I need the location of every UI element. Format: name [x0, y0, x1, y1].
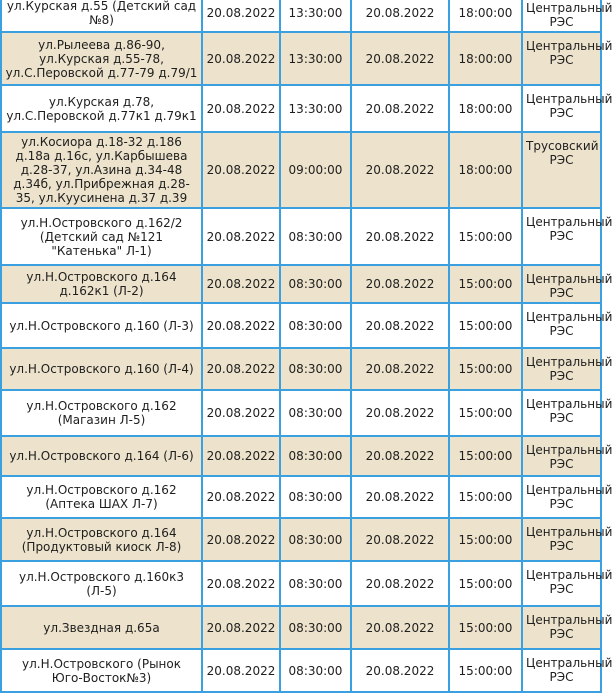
end-time-cell: 15:00:00 — [449, 476, 522, 518]
start-time-cell: 08:30:00 — [280, 208, 351, 265]
table-row — [1, 390, 601, 436]
table-row — [1, 348, 601, 390]
end-date-cell: 20.08.2022 — [351, 0, 449, 32]
address-cell: ул.Н.Островского д.162 (Магазин Л-5) — [1, 390, 202, 436]
start-time-cell: 09:00:00 — [280, 132, 351, 208]
end-time-cell: 18:00:00 — [449, 0, 522, 32]
start-date-cell: 20.08.2022 — [202, 436, 280, 476]
end-time-cell: 15:00:00 — [449, 348, 522, 390]
end-date-cell: 20.08.2022 — [351, 436, 449, 476]
res-cell: Центральный РЭС — [522, 390, 601, 436]
start-date-cell: 20.08.2022 — [202, 390, 280, 436]
start-date-cell: 20.08.2022 — [202, 348, 280, 390]
table-row — [1, 32, 601, 85]
start-time-cell: 08:30:00 — [280, 606, 351, 649]
res-cell: Центральный РЭС — [522, 85, 601, 132]
end-date-cell: 20.08.2022 — [351, 518, 449, 561]
end-date-cell: 20.08.2022 — [351, 208, 449, 265]
address-cell: ул.Н.Островского д.164 (Л-6) — [1, 436, 202, 476]
table-row — [1, 649, 601, 692]
end-date-cell: 20.08.2022 — [351, 561, 449, 606]
res-cell: Центральный РЭС — [522, 208, 601, 265]
address-cell: ул.Рылеева д.86-90, ул.Курская д.55-78, ул.С.Перовской д.77-79 д.79/1 — [1, 32, 202, 85]
outage-table-body — [1, 0, 612, 692]
address-cell: ул.Н.Островского д.164 (Продуктовый киоск Л-8) — [1, 518, 202, 561]
end-time-cell: 18:00:00 — [449, 85, 522, 132]
res-cell: Центральный РЭС — [522, 606, 601, 649]
address-cell: ул.Н.Островского д.162/2 (Детский сад №121 "Катенька" Л-1) — [1, 208, 202, 265]
address-cell: ул.Н.Островского д.160к3 (Л-5) — [1, 561, 202, 606]
end-date-cell: 20.08.2022 — [351, 649, 449, 692]
end-date-cell: 20.08.2022 — [351, 85, 449, 132]
end-time-cell: 15:00:00 — [449, 606, 522, 649]
end-time-cell: 18:00:00 — [449, 132, 522, 208]
end-time-cell: 15:00:00 — [449, 390, 522, 436]
end-time-cell: 15:00:00 — [449, 518, 522, 561]
start-date-cell: 20.08.2022 — [202, 0, 280, 32]
res-cell: Центральный РЭС — [522, 561, 601, 606]
res-cell: Центральный РЭС — [522, 265, 601, 303]
table-row — [1, 561, 601, 606]
start-time-cell: 08:30:00 — [280, 518, 351, 561]
end-date-cell: 20.08.2022 — [351, 606, 449, 649]
table-row — [1, 303, 601, 348]
start-time-cell: 13:30:00 — [280, 32, 351, 85]
table-row — [1, 436, 601, 476]
start-time-cell: 08:30:00 — [280, 265, 351, 303]
start-time-cell: 13:30:00 — [280, 0, 351, 32]
start-date-cell: 20.08.2022 — [202, 132, 280, 208]
start-time-cell: 08:30:00 — [280, 390, 351, 436]
table-row — [1, 476, 601, 518]
start-date-cell: 20.08.2022 — [202, 649, 280, 692]
end-date-cell: 20.08.2022 — [351, 32, 449, 85]
res-cell: Центральный РЭС — [522, 649, 601, 692]
start-time-cell: 08:30:00 — [280, 436, 351, 476]
res-cell: Трусовский РЭС — [522, 132, 601, 208]
res-cell: Центральный РЭС — [522, 518, 601, 561]
end-date-cell: 20.08.2022 — [351, 476, 449, 518]
start-date-cell: 20.08.2022 — [202, 85, 280, 132]
end-time-cell: 15:00:00 — [449, 561, 522, 606]
start-date-cell: 20.08.2022 — [202, 208, 280, 265]
res-cell: Центральный РЭС — [522, 32, 601, 85]
address-cell: ул.Н.Островского д.160 (Л-4) — [1, 348, 202, 390]
end-time-cell: 15:00:00 — [449, 436, 522, 476]
table-row — [1, 208, 601, 265]
res-cell: Центральный РЭС — [522, 476, 601, 518]
address-cell: ул.Косиора д.18-32 д.186 д.18а д.16с, ул.Карбышева д.28-37, ул.Азина д.34-48 д.34б, ул.Прибрежная д.28-35, ул.Куусинена д.37 д.39 — [1, 132, 202, 208]
end-date-cell: 20.08.2022 — [351, 303, 449, 348]
start-time-cell: 13:30:00 — [280, 85, 351, 132]
end-time-cell: 15:00:00 — [449, 265, 522, 303]
end-date-cell: 20.08.2022 — [351, 132, 449, 208]
end-time-cell: 15:00:00 — [449, 649, 522, 692]
start-date-cell: 20.08.2022 — [202, 606, 280, 649]
start-time-cell: 08:30:00 — [280, 649, 351, 692]
address-cell: ул.Н.Островского д.164 д.162к1 (Л-2) — [1, 265, 202, 303]
table-row — [1, 518, 601, 561]
start-date-cell: 20.08.2022 — [202, 303, 280, 348]
end-time-cell: 18:00:00 — [449, 32, 522, 85]
address-cell: ул.Н.Островского д.160 (Л-3) — [1, 303, 202, 348]
end-date-cell: 20.08.2022 — [351, 348, 449, 390]
table-row — [1, 606, 601, 649]
start-date-cell: 20.08.2022 — [202, 518, 280, 561]
start-time-cell: 08:30:00 — [280, 561, 351, 606]
start-date-cell: 20.08.2022 — [202, 561, 280, 606]
res-cell: Центральный РЭС — [522, 436, 601, 476]
address-cell: ул.Н.Островского (Рынок Юго-Восток№3) — [1, 649, 202, 692]
address-cell: ул.Н.Островского д.162 (Аптека ШАХ Л-7) — [1, 476, 202, 518]
end-date-cell: 20.08.2022 — [351, 265, 449, 303]
end-time-cell: 15:00:00 — [449, 303, 522, 348]
table-row — [1, 0, 601, 32]
start-time-cell: 08:30:00 — [280, 476, 351, 518]
start-date-cell: 20.08.2022 — [202, 32, 280, 85]
res-cell: Центральный РЭС — [522, 0, 601, 32]
address-cell: ул.Звездная д.65а — [1, 606, 202, 649]
res-cell: Центральный РЭС — [522, 303, 601, 348]
table-row — [1, 132, 601, 208]
end-date-cell: 20.08.2022 — [351, 390, 449, 436]
start-time-cell: 08:30:00 — [280, 348, 351, 390]
table-row — [1, 265, 601, 303]
table-row — [1, 85, 601, 132]
start-date-cell: 20.08.2022 — [202, 265, 280, 303]
end-time-cell: 15:00:00 — [449, 208, 522, 265]
start-time-cell: 08:30:00 — [280, 303, 351, 348]
res-cell: Центральный РЭС — [522, 348, 601, 390]
address-cell: ул.Курская д.78, ул.С.Перовской д.77к1 д.79к1 — [1, 85, 202, 132]
start-date-cell: 20.08.2022 — [202, 476, 280, 518]
address-cell: ул.Курская д.55 (Детский сад №8) — [1, 0, 202, 32]
